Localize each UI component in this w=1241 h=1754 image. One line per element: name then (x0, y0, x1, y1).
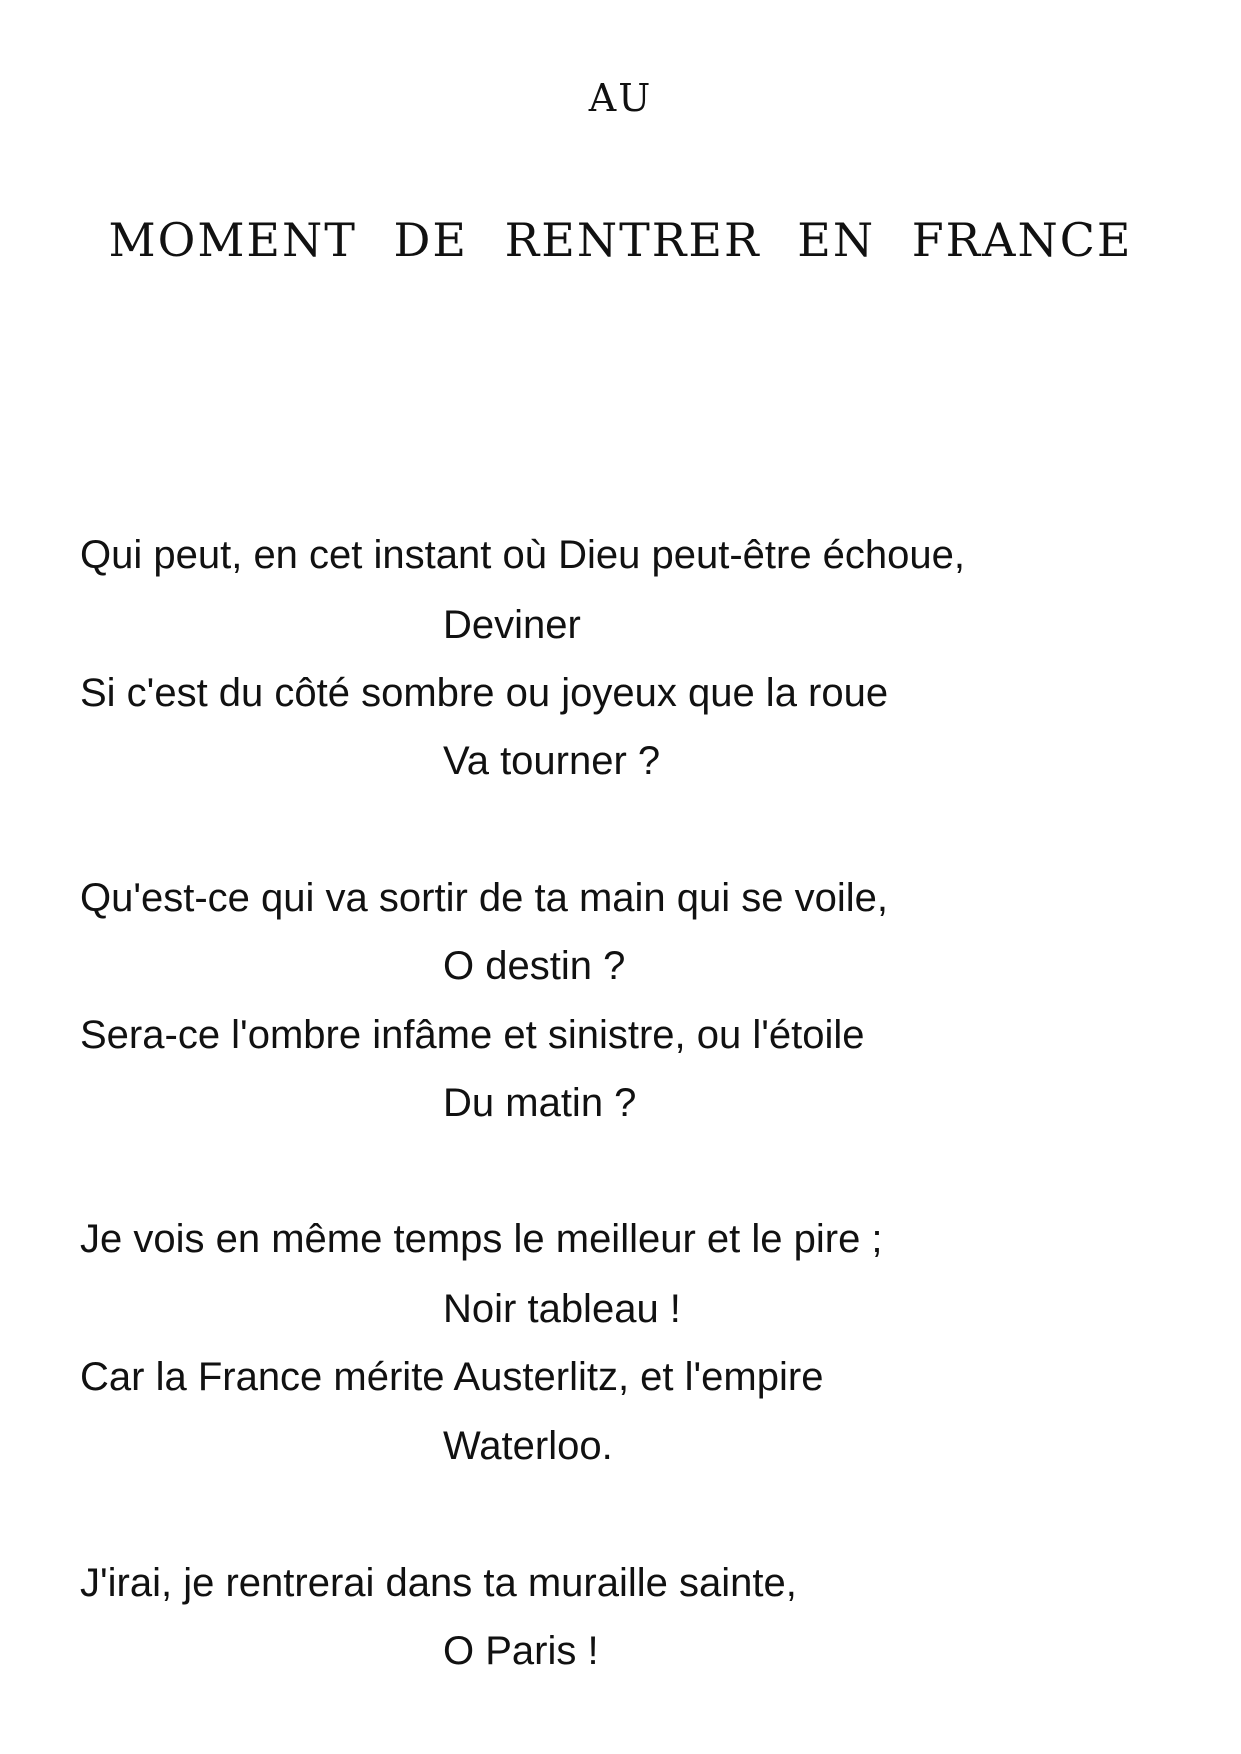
verse-line: Je vois en même temps le meilleur et le pire ; (80, 1217, 883, 1261)
verse-line-short: Du matin ? (443, 1081, 637, 1125)
verse-line-short: O destin ? (443, 944, 626, 988)
verse-line: Sera-ce l'ombre infâme et sinistre, ou l'étoile (80, 1013, 865, 1057)
verse-line-short: Noir tableau ! (443, 1287, 681, 1331)
title-prefix: AU (588, 76, 653, 120)
verse-line: Car la France mérite Austerlitz, et l'empire (80, 1355, 824, 1399)
verse-line-short: Va tourner ? (443, 739, 661, 783)
verse-line: Qu'est-ce qui va sortir de ta main qui se voile, (80, 876, 889, 920)
verse-line-short: O Paris ! (443, 1629, 599, 1673)
verse-line: Qui peut, en cet instant où Dieu peut-être échoue, (80, 533, 966, 577)
verse-line: J'irai, je rentrerai dans ta muraille sainte, (80, 1561, 797, 1605)
verse-line: Si c'est du côté sombre ou joyeux que la roue (80, 671, 889, 715)
poem-title: MOMENT DE RENTRER EN FRANCE (108, 213, 1133, 267)
verse-line-short: Waterloo. (443, 1424, 613, 1468)
verse-line-short: Deviner (443, 603, 581, 647)
